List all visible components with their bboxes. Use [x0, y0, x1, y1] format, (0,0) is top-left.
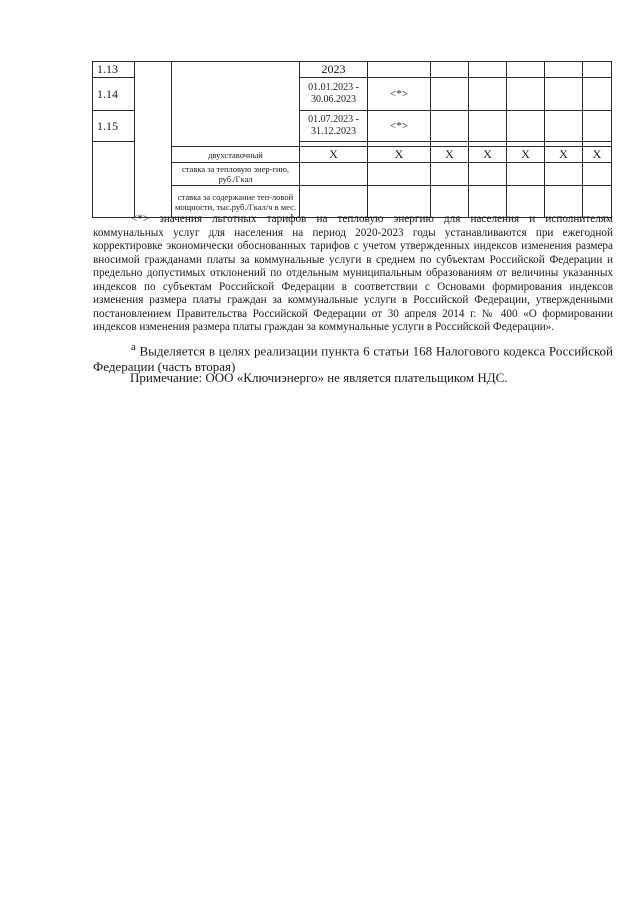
x-mark: Х: [469, 147, 507, 163]
x-mark: Х: [545, 147, 583, 163]
asterisk-note-text: <*> значения льготных тарифов на тепловую энергию для населения и исполнителям коммунальных услуг для населения на период 2020-2023 годы устанавливаются при ежегодной корректировке экономически обоснованных тарифов с учетом утвержденных индексов изменения размера вносимой гражданами платы за коммунальные услуги в среднем по субъектам Российской Федерации и предельно допустимых отклонений по отдельным муниципальным образованиям от величины указанных индексов по субъектам Российской Федерации в соответствии с Основами формирования индексов изменения размера платы граждан за коммунальные услуги в Российской Федерации, утвержденными постановлением Правительства Российской Федерации от 30 апреля 2014 г. № 400 «О формировании индексов изменения размера платы граждан за коммунальные услуги в Российской Федерации».: [93, 213, 613, 333]
energy-rate-label: ставка за тепловую энер-гию, руб./Гкал: [172, 163, 300, 186]
table-cell: [583, 111, 612, 142]
table-row: [93, 62, 612, 78]
merged-column-cell: [135, 62, 172, 218]
year-cell: 2023: [300, 62, 368, 78]
table-cell: [469, 62, 507, 78]
table-cell: [431, 111, 469, 142]
table-cell: [583, 163, 612, 186]
tariff-table: [92, 61, 612, 218]
merged-label-cell: [172, 62, 300, 147]
table-cell: [507, 111, 545, 142]
table-cell: [583, 78, 612, 111]
asterisk-note: [93, 213, 613, 335]
two-part-label: двухставочный: [172, 147, 300, 163]
x-mark: Х: [583, 147, 612, 163]
row-number: 1.13: [93, 62, 135, 78]
table-cell: [545, 62, 583, 78]
tariff-mark-cell: <*>: [368, 78, 431, 111]
footnote-text: Выделяется в целях реализации пункта 6 статьи 168 Налогового кодекса Российской Федерации (часть вторая): [93, 343, 613, 375]
table-cell: [431, 62, 469, 78]
x-mark: Х: [368, 147, 431, 163]
table-cell: [300, 163, 368, 186]
table-cell: [545, 111, 583, 142]
table-cell: [431, 163, 469, 186]
table-cell: [545, 163, 583, 186]
row-number: 1.15: [93, 111, 135, 142]
table-cell: [507, 78, 545, 111]
x-mark: Х: [431, 147, 469, 163]
tariff-mark-cell: <*>: [368, 111, 431, 142]
table-cell: [431, 78, 469, 111]
table-cell: [368, 163, 431, 186]
table-cell: [507, 62, 545, 78]
x-mark: Х: [300, 147, 368, 163]
x-mark: Х: [507, 147, 545, 163]
row-number: 1.14: [93, 78, 135, 111]
period-cell: 01.01.2023 - 30.06.2023: [300, 78, 368, 111]
capacity-rate-label: ставка за содержание теп-ловой мощности, тыс.руб./Гкал/ч в мес.: [172, 186, 300, 218]
table-cell: [469, 163, 507, 186]
table-cell: [368, 62, 431, 78]
row-number-empty: [93, 142, 135, 218]
table-cell: [583, 62, 612, 78]
table-cell: [469, 111, 507, 142]
footnote-marker: а: [131, 341, 136, 353]
table-cell: [507, 163, 545, 186]
table-cell: [469, 78, 507, 111]
vat-remark: Примечание: ООО «Ключиэнерго» не является плательщиком НДС.: [130, 370, 508, 385]
table-cell: [545, 78, 583, 111]
period-cell: 01.07.2023 - 31.12.2023: [300, 111, 368, 142]
